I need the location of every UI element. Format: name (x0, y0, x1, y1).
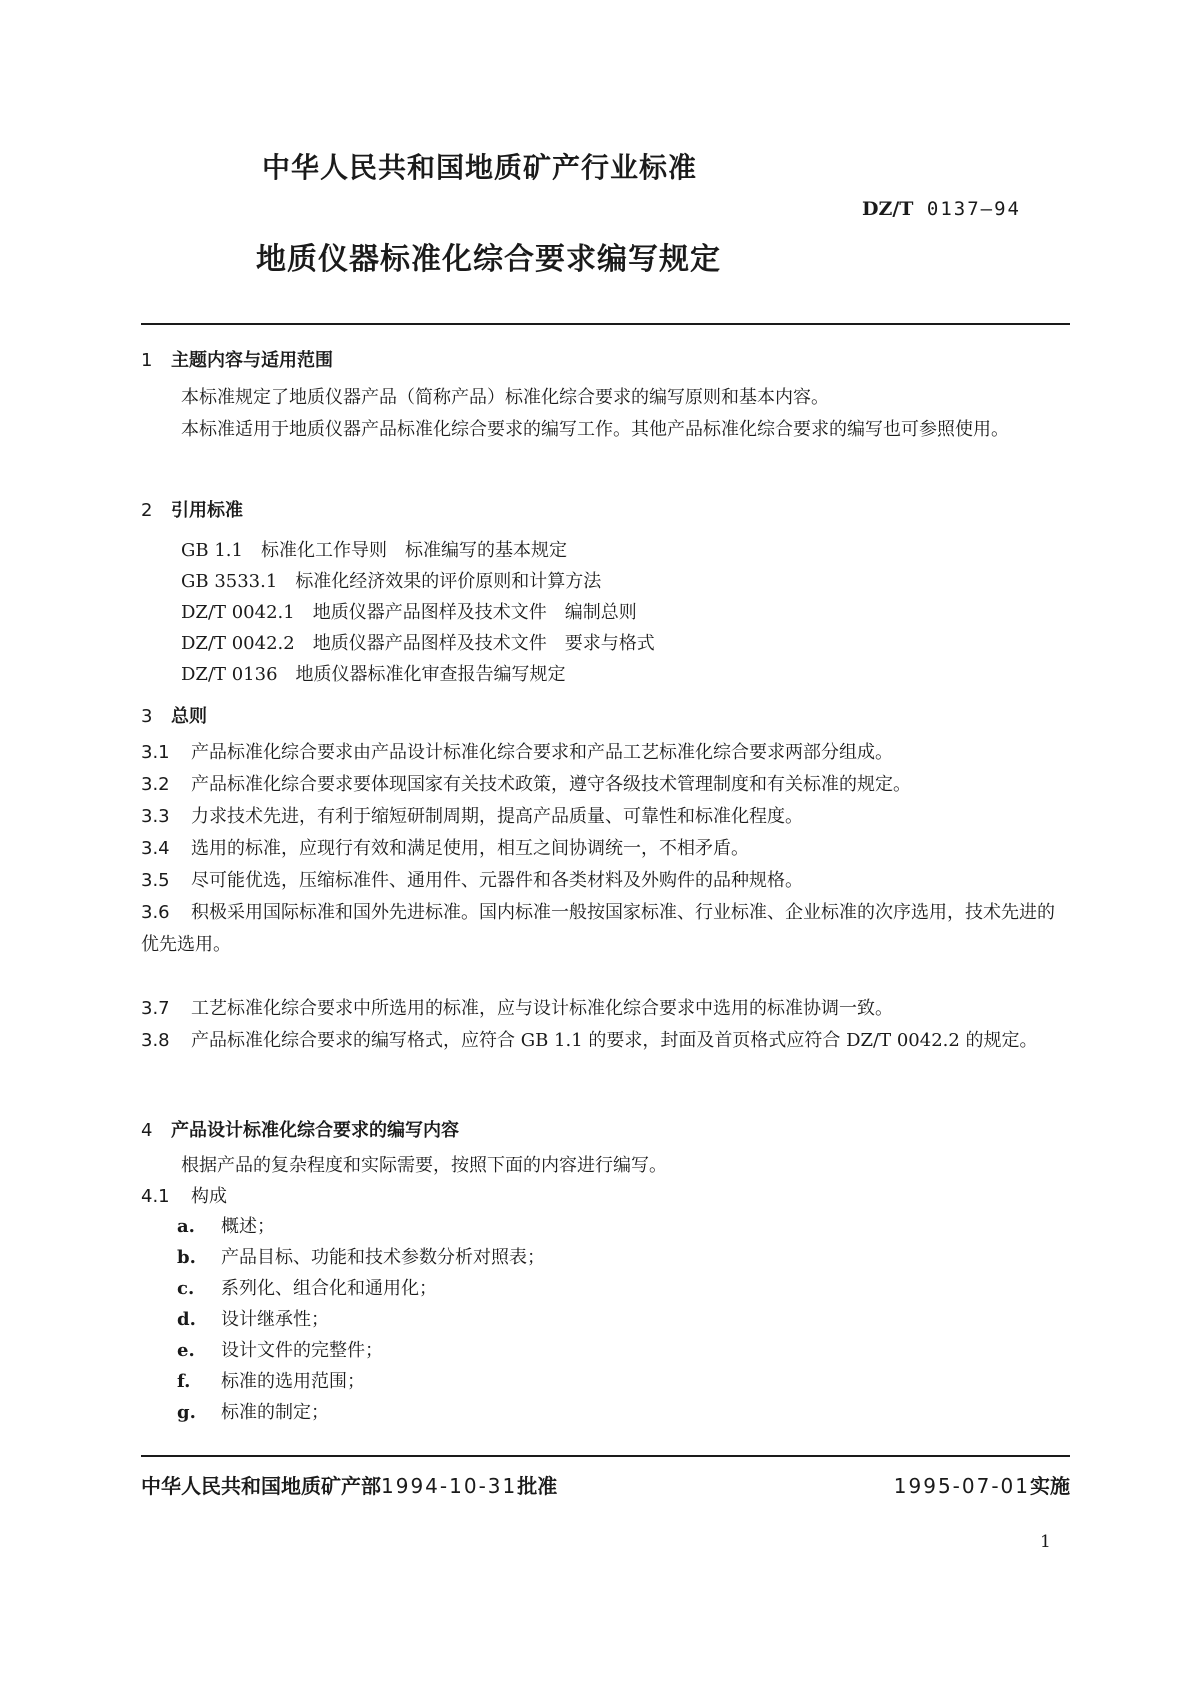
list-item (177, 1305, 329, 1331)
list-letter: f. (177, 1371, 191, 1392)
clause-number: 3.8 (141, 1030, 170, 1051)
approval-line (141, 1470, 557, 1499)
list-text: 标准的制定； (221, 1402, 329, 1423)
subsection-title: 构成 (191, 1186, 227, 1207)
section-3-title: 总则 (171, 706, 207, 727)
section-4-intro: 根据产品的复杂程度和实际需要，按照下面的内容进行编写。 (181, 1155, 667, 1176)
list-letter: a. (177, 1216, 195, 1237)
document-title: 地质仪器标准化综合要求编写规定 (256, 242, 721, 277)
header-title: 中华人民共和国地质矿产行业标准 (262, 151, 698, 184)
clause-item (141, 833, 1070, 865)
section-1-paragraph-1: 本标准规定了地质仪器产品（简称产品）标准化综合要求的编写原则和基本内容。 (181, 387, 829, 408)
section-1-title: 主题内容与适用范围 (171, 350, 333, 371)
issuer: 中华人民共和国地质矿产部 (141, 1474, 381, 1498)
approve-date: 1994-10-31 (381, 1474, 518, 1498)
effective-date: 1995-07-01 (893, 1474, 1030, 1498)
clause-number: 3.4 (141, 838, 170, 859)
subsection-4-1 (141, 1181, 1070, 1213)
standard-code (862, 198, 1021, 220)
reference-code: DZ/T 0136 (181, 664, 278, 685)
clause-number: 3.3 (141, 806, 170, 827)
list-text: 标准的选用范围； (221, 1371, 365, 1392)
clause-item (141, 737, 1070, 769)
clause-text: 产品标准化综合要求由产品设计标准化综合要求和产品工艺标准化综合要求两部分组成。 (191, 742, 893, 763)
clause-number: 3.7 (141, 998, 170, 1019)
clause-number: 3.6 (141, 902, 170, 923)
section-3-number: 3 (141, 706, 153, 727)
list-text: 设计继承性； (221, 1309, 329, 1330)
reference-code: DZ/T 0042.1 (181, 602, 295, 623)
reference-item (181, 629, 655, 655)
list-letter: g. (177, 1402, 196, 1423)
reference-title: 地质仪器产品图样及技术文件 要求与格式 (312, 633, 655, 654)
list-text: 系列化、组合化和通用化； (221, 1278, 437, 1299)
reference-item (181, 598, 637, 624)
section-1-heading (141, 346, 333, 372)
clause-item (141, 801, 1070, 833)
section-4-number: 4 (141, 1120, 153, 1141)
standard-code-number: 0137—94 (926, 198, 1021, 220)
reference-title: 标准化工作导则 标准编写的基本规定 (260, 540, 567, 561)
effective-line (894, 1470, 1070, 1499)
list-item (177, 1212, 275, 1238)
reference-code: GB 3533.1 (181, 571, 278, 592)
section-4-title: 产品设计标准化综合要求的编写内容 (171, 1120, 459, 1141)
clause-text: 产品标准化综合要求要体现国家有关技术政策，遵守各级技术管理制度和有关标准的规定。 (191, 774, 911, 795)
list-text: 产品目标、功能和技术参数分析对照表； (221, 1247, 545, 1268)
reference-item (181, 567, 601, 593)
list-item (177, 1274, 437, 1300)
clause-number: 3.1 (141, 742, 170, 763)
clause-item (141, 865, 1070, 897)
page-number: 1 (1040, 1532, 1051, 1552)
section-3-heading (141, 702, 207, 728)
list-letter: c. (177, 1278, 195, 1299)
clause-item (141, 1025, 1070, 1057)
reference-title: 地质仪器标准化审查报告编写规定 (295, 664, 566, 685)
clause-text: 力求技术先进，有利于缩短研制周期，提高产品质量、可靠性和标准化程度。 (191, 806, 803, 827)
clause-text: 积极采用国际标准和国外先进标准。国内标准一般按国家标准、行业标准、企业标准的次序选用，技术先进的优先选用。 (141, 902, 1055, 955)
effective-label: 实施 (1030, 1474, 1070, 1498)
list-letter: b. (177, 1247, 196, 1268)
reference-title: 标准化经济效果的评价原则和计算方法 (295, 571, 602, 592)
clause-text: 产品标准化综合要求的编写格式，应符合 GB 1.1 的要求，封面及首页格式应符合 DZ/T 0042.2 的规定。 (191, 1030, 1038, 1051)
list-item (177, 1336, 383, 1362)
section-1-paragraph-2: 本标准适用于地质仪器产品标准化综合要求的编写工作。其他产品标准化综合要求的编写也可参照使用。 (181, 419, 1009, 440)
list-item (177, 1367, 365, 1393)
section-2-number: 2 (141, 500, 153, 521)
list-letter: e. (177, 1340, 195, 1361)
section-1-number: 1 (141, 350, 153, 371)
reference-title: 地质仪器产品图样及技术文件 编制总则 (312, 602, 637, 623)
standard-code-prefix: DZ/T (862, 198, 914, 220)
clause-item (141, 897, 1070, 961)
section-2-heading (141, 496, 243, 522)
reference-item (181, 660, 566, 686)
reference-item (181, 536, 567, 562)
approve-label: 批准 (517, 1474, 558, 1498)
list-text: 概述； (221, 1216, 275, 1237)
list-text: 设计文件的完整件； (221, 1340, 383, 1361)
list-item (177, 1398, 329, 1424)
reference-code: GB 1.1 (181, 540, 243, 561)
clause-text: 工艺标准化综合要求中所选用的标准，应与设计标准化综合要求中选用的标准协调一致。 (191, 998, 893, 1019)
clause-item (141, 769, 1070, 801)
footer-divider (141, 1455, 1070, 1457)
clause-number: 3.5 (141, 870, 170, 891)
header-divider (141, 323, 1070, 325)
clause-text: 尽可能优选，压缩标准件、通用件、元器件和各类材料及外购件的品种规格。 (191, 870, 803, 891)
section-2-title: 引用标准 (171, 500, 243, 521)
clause-text: 选用的标准，应现行有效和满足使用，相互之间协调统一，不相矛盾。 (191, 838, 749, 859)
subsection-number: 4.1 (141, 1186, 170, 1207)
reference-code: DZ/T 0042.2 (181, 633, 295, 654)
list-letter: d. (177, 1309, 196, 1330)
clause-number: 3.2 (141, 774, 170, 795)
clause-item (141, 993, 1070, 1025)
list-item (177, 1243, 545, 1269)
section-4-heading (141, 1116, 459, 1142)
